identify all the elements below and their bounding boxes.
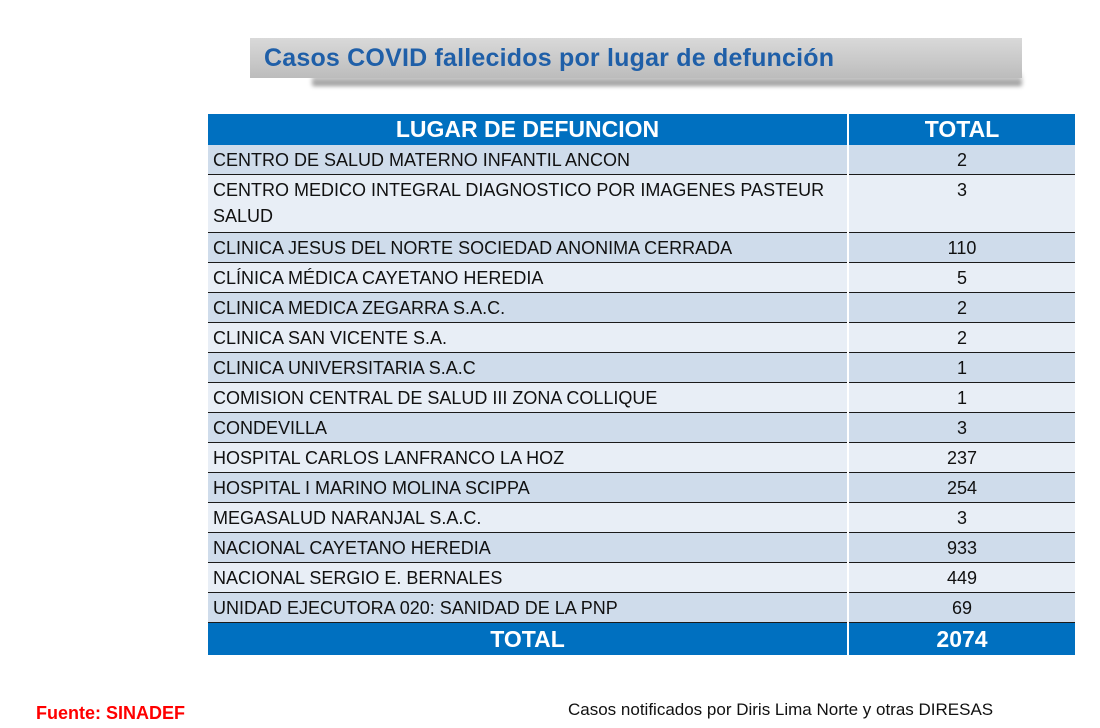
total-cell: 237 [848,443,1075,473]
table-row [208,175,1075,233]
total-value: 2074 [848,623,1075,656]
table-row [208,263,1075,293]
table-row [208,593,1075,623]
place-cell: CENTRO DE SALUD MATERNO INFANTIL ANCON [208,145,848,175]
total-cell: 3 [848,175,1075,233]
table-row [208,353,1075,383]
table-row [208,563,1075,593]
total-cell: 449 [848,563,1075,593]
place-cell: MEGASALUD NARANJAL S.A.C. [208,503,848,533]
place-cell: CENTRO MEDICO INTEGRAL DIAGNOSTICO POR IMAGENES PASTEUR SALUD [208,175,848,233]
place-cell: NACIONAL CAYETANO HEREDIA [208,533,848,563]
place-cell: CONDEVILLA [208,413,848,443]
table-row [208,473,1075,503]
deaths-by-place-table [208,114,1075,655]
total-cell: 69 [848,593,1075,623]
table-header-row [208,114,1075,145]
title-banner [250,38,1022,86]
total-cell: 1 [848,353,1075,383]
place-cell: CLINICA JESUS DEL NORTE SOCIEDAD ANONIMA CERRADA [208,233,848,263]
table-row [208,503,1075,533]
place-cell: CLINICA MEDICA ZEGARRA S.A.C. [208,293,848,323]
total-cell: 3 [848,413,1075,443]
table-row [208,443,1075,473]
title-box [250,38,1022,78]
footnote: Casos notificados por Diris Lima Norte y otras DIRESAS [568,700,994,719]
table-row [208,383,1075,413]
place-cell: CLINICA UNIVERSITARIA S.A.C [208,353,848,383]
place-cell: COMISION CENTRAL DE SALUD III ZONA COLLIQUE [208,383,848,413]
table-row [208,233,1075,263]
place-cell: UNIDAD EJECUTORA 020: SANIDAD DE LA PNP [208,593,848,623]
total-cell: 2 [848,145,1075,175]
place-cell: HOSPITAL CARLOS LANFRANCO LA HOZ [208,443,848,473]
total-label: TOTAL [208,623,848,656]
total-cell: 3 [848,503,1075,533]
total-row [208,623,1075,656]
place-cell: CLÍNICA MÉDICA CAYETANO HEREDIA [208,263,848,293]
total-cell: 933 [848,533,1075,563]
table-row [208,533,1075,563]
table-row [208,145,1075,175]
header-total: TOTAL [848,114,1075,145]
total-cell: 2 [848,323,1075,353]
header-place: LUGAR DE DEFUNCION [208,114,848,145]
place-cell: HOSPITAL I MARINO MOLINA SCIPPA [208,473,848,503]
total-cell: 1 [848,383,1075,413]
total-cell: 254 [848,473,1075,503]
table-row [208,293,1075,323]
place-cell: NACIONAL SERGIO E. BERNALES [208,563,848,593]
total-cell: 5 [848,263,1075,293]
total-cell: 2 [848,293,1075,323]
table-row [208,323,1075,353]
page-title: Casos COVID fallecidos por lugar de defunción [264,43,835,72]
table-row [208,413,1075,443]
source-label: Fuente: SINADEF [36,703,186,723]
place-cell: CLINICA SAN VICENTE S.A. [208,323,848,353]
total-cell: 110 [848,233,1075,263]
